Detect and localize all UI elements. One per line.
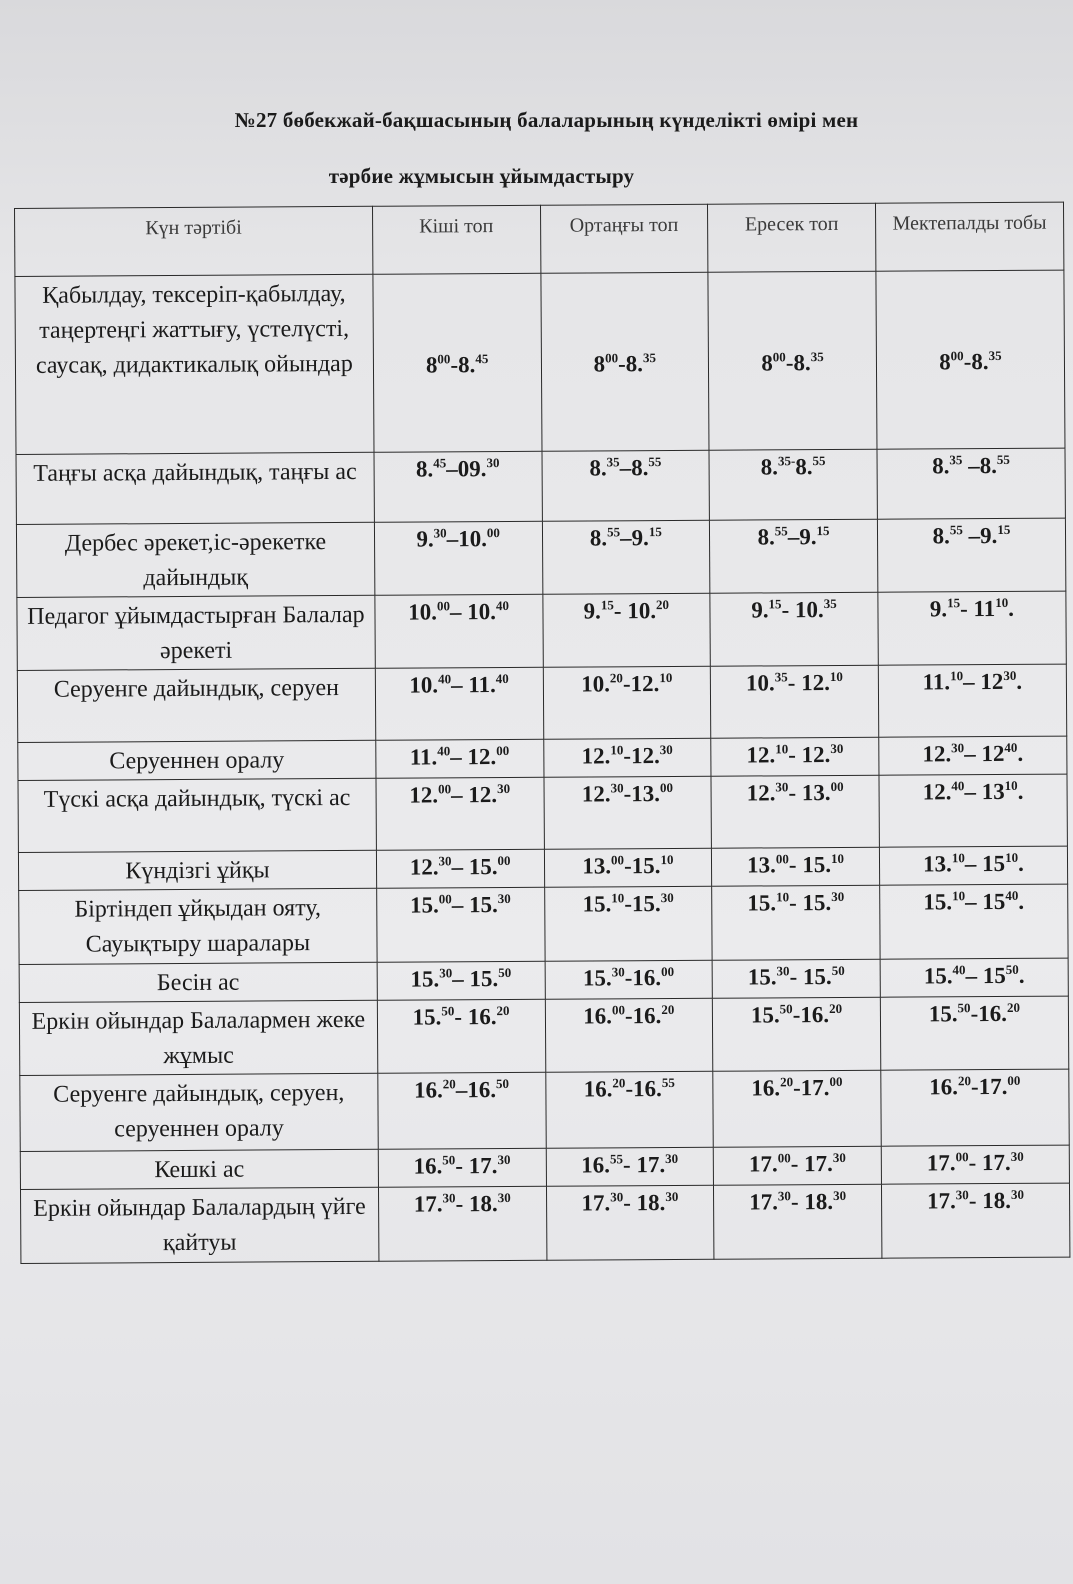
time-cell	[374, 521, 542, 595]
header-cell-preschool-group: Мектепалды тобы	[875, 202, 1064, 271]
time-cell	[878, 591, 1067, 665]
activity-cell: Серуеннен оралу	[18, 740, 376, 780]
time-cell	[879, 846, 1067, 885]
time-range-text: 9.15- 10.35	[751, 595, 837, 623]
table-row	[17, 591, 1066, 670]
time-range-text: 12.30-13.00	[581, 779, 674, 807]
activity-cell: Серуенге дайындық, серуен	[17, 668, 375, 742]
table-row	[19, 884, 1068, 964]
time-cell	[712, 847, 880, 886]
schedule-table	[14, 202, 1070, 1264]
time-range-text: 9.30–10.00	[416, 525, 500, 552]
time-cell	[378, 1148, 546, 1187]
time-range-text: 15.30- 15.50	[747, 962, 845, 990]
time-cell	[880, 958, 1068, 997]
time-cell	[709, 449, 877, 520]
time-cell	[546, 1147, 714, 1186]
time-cell	[376, 777, 544, 850]
time-cell	[708, 271, 877, 450]
time-range-text: 8.35–8.55	[589, 454, 662, 481]
time-range-text: 15.10- 15.30	[747, 888, 845, 916]
time-cell	[876, 270, 1065, 449]
time-range-text: 8.35 –8.55	[932, 451, 1010, 479]
time-cell	[878, 664, 1067, 737]
time-range-text: 10.40– 11.40	[409, 670, 509, 698]
time-cell	[877, 448, 1066, 519]
time-cell	[373, 273, 542, 452]
time-range-text: 8.55–9.15	[757, 523, 830, 550]
time-range-text: 16.20-16.55	[583, 1074, 675, 1102]
time-cell	[376, 887, 544, 962]
time-cell	[711, 665, 879, 738]
time-cell	[541, 450, 709, 521]
time-range-text: 10.20-12.10	[581, 669, 673, 697]
time-cell	[378, 1072, 546, 1149]
time-cell	[881, 1069, 1070, 1146]
time-range-text: 13.10– $15^{10}$.	[923, 849, 1024, 877]
time-cell	[544, 886, 712, 961]
activity-cell: Еркін ойындар Балалардың үйге қайтуы	[20, 1187, 378, 1263]
time-cell	[376, 849, 544, 888]
time-range-text: $8^{00}-8.45$	[425, 350, 489, 377]
time-range-text: 13.00- 15.10	[747, 850, 845, 878]
time-range-text: 8.55 –9.15	[932, 521, 1011, 549]
time-range-text: 12.30– 15.00	[409, 852, 511, 880]
time-range-text: 15.10– $15^{40}$.	[923, 887, 1025, 915]
time-cell	[376, 739, 544, 778]
time-cell	[377, 961, 545, 1000]
time-range-text: $8^{00}-8.35$	[593, 349, 657, 376]
table-row	[17, 664, 1066, 742]
time-range-text: 17.30- 18.30	[413, 1189, 511, 1217]
time-cell	[543, 776, 711, 849]
time-cell	[540, 272, 709, 451]
time-cell	[544, 848, 712, 887]
time-cell	[546, 1185, 714, 1260]
time-cell	[880, 996, 1069, 1070]
time-cell	[377, 999, 545, 1073]
time-range-text: 10.35- 12.10	[745, 668, 843, 696]
header-cell-junior-group: Кіші топ	[372, 205, 540, 274]
time-range-text: 9.15- 10.20	[583, 597, 670, 624]
time-range-text: 15.30-16.00	[582, 963, 675, 991]
activity-cell: Дербес әрекет,іс-әрекетке дайындық	[16, 522, 374, 597]
time-cell	[712, 885, 880, 960]
time-range-text: 16.55- 17.30	[581, 1150, 679, 1178]
time-cell	[374, 451, 542, 522]
table-row	[18, 846, 1067, 890]
time-cell	[711, 775, 879, 848]
time-range-text: 9.15- $11^{10}$.	[929, 594, 1015, 622]
time-cell	[542, 593, 710, 667]
activity-cell: Серуенге дайындық, серуен, серуеннен оралу	[20, 1073, 378, 1151]
time-cell	[879, 774, 1068, 847]
time-range-text: 17.00- 17.30	[926, 1148, 1024, 1176]
table-row	[15, 270, 1065, 454]
time-cell	[713, 1146, 881, 1185]
time-range-text: 12.00– 12.30	[409, 780, 511, 808]
time-range-text: 17.00- 17.30	[748, 1149, 846, 1177]
time-cell	[545, 998, 713, 1072]
table-row	[19, 958, 1068, 1002]
activity-cell: Таңғы асқа дайындық, таңғы ас	[16, 452, 374, 524]
table-row	[16, 518, 1065, 597]
time-cell	[545, 1071, 713, 1148]
time-range-text: 11.40– 12.00	[409, 742, 510, 770]
time-range-text: 17.30- 18.30	[749, 1187, 847, 1215]
time-range-text: 16.20-17.00	[751, 1073, 843, 1101]
time-range-text: 16.00-16.20	[583, 1001, 675, 1029]
header-cell-daily-routine: Күн тәртібі	[15, 206, 373, 276]
time-range-text: 12.30- 13.00	[746, 778, 844, 806]
time-cell	[877, 518, 1066, 592]
time-cell	[714, 1184, 882, 1259]
time-cell	[712, 959, 880, 998]
table-row	[20, 1183, 1069, 1263]
header-cell-senior-group: Ересек топ	[708, 203, 876, 272]
time-range-text: 15.00– 15.30	[409, 890, 511, 918]
activity-cell: Кешкі ас	[20, 1149, 378, 1189]
time-cell	[713, 997, 881, 1071]
activity-cell: Қабылдау, тексеріп-қабылдау, таңертеңгі жаттығу, үстелүсті, саусақ, дидактикалық ойындар	[15, 274, 374, 454]
time-cell	[710, 519, 878, 593]
time-range-text: 11.10– $12^{30}$.	[922, 667, 1023, 695]
activity-cell: Біртіндеп ұйқыдан ояту, Сауықтыру шаралары	[19, 888, 377, 964]
time-cell	[881, 1183, 1070, 1258]
activity-cell: Түскі асқа дайындық, түскі ас	[18, 778, 376, 852]
time-range-text: 16.50- 17.30	[413, 1151, 511, 1179]
table-row	[19, 996, 1068, 1075]
time-cell	[881, 1145, 1069, 1184]
time-cell	[545, 960, 713, 999]
time-cell	[879, 736, 1067, 775]
time-range-text: 12.40– $13^{10}$.	[922, 777, 1024, 805]
time-cell	[543, 738, 711, 777]
time-range-text: 12.30– $12^{40}$.	[922, 739, 1024, 767]
document-title-line-2: тәрбие жұмысын ұйымдастыру	[328, 164, 635, 188]
time-range-text: 15.50- 16.20	[412, 1002, 510, 1030]
time-range-text: 17.30- 18.30	[926, 1186, 1024, 1214]
header-cell-middle-group: Ортаңғы топ	[540, 204, 708, 273]
schedule-body	[15, 270, 1070, 1263]
time-cell	[378, 1186, 546, 1261]
time-range-text: 15.50-16.20	[750, 1000, 843, 1028]
table-row	[20, 1069, 1069, 1151]
time-range-text: 17.30- 18.30	[581, 1188, 679, 1216]
table-row	[16, 448, 1065, 524]
time-range-text: 13.00-15.10	[582, 851, 674, 879]
time-range-text: $8^{00}-8.35$	[761, 348, 824, 375]
activity-cell: Бесін ас	[19, 962, 377, 1002]
time-range-text: 10.00– 10.40	[408, 597, 509, 625]
time-range-text: 8.55–9.15	[589, 524, 662, 551]
time-range-text: 15.10-15.30	[582, 889, 674, 917]
time-range-text: 8.$^{35-}$8.55	[760, 453, 826, 480]
activity-cell: Педагог ұйымдастырған Балалар әрекеті	[17, 595, 375, 670]
time-cell	[375, 594, 543, 668]
time-range-text: $8^{00}-8.35$	[939, 347, 1002, 374]
time-range-text: 15.50-16.20	[928, 999, 1020, 1027]
time-range-text: 16.20-17.00	[929, 1072, 1021, 1100]
header-row	[15, 202, 1064, 276]
table-row	[18, 736, 1067, 780]
table-row	[20, 1145, 1069, 1189]
time-cell	[710, 592, 878, 666]
time-range-text: 16.20–16.50	[413, 1075, 510, 1103]
time-range-text: 8.45–09.30	[415, 455, 500, 482]
document-title-line-1: №27 бөбекжай-бақшасының балаларының күнделікті өмірі мен	[234, 108, 859, 132]
time-cell	[713, 1070, 881, 1147]
time-cell	[711, 737, 879, 776]
activity-cell: Еркін ойындар Балалармен жеке жұмыс	[19, 1000, 377, 1075]
time-range-text: 12.10-12.30	[581, 741, 673, 769]
time-cell	[375, 667, 543, 740]
time-cell	[880, 884, 1069, 959]
time-range-text: 15.30– 15.50	[410, 964, 512, 992]
activity-cell: Күндізгі ұйқы	[18, 850, 376, 890]
time-cell	[543, 666, 711, 739]
table-row	[18, 774, 1067, 852]
time-cell	[542, 520, 710, 594]
time-range-text: 15.40– $15^{50}$.	[923, 961, 1025, 989]
time-range-text: 12.10- 12.30	[746, 740, 844, 768]
